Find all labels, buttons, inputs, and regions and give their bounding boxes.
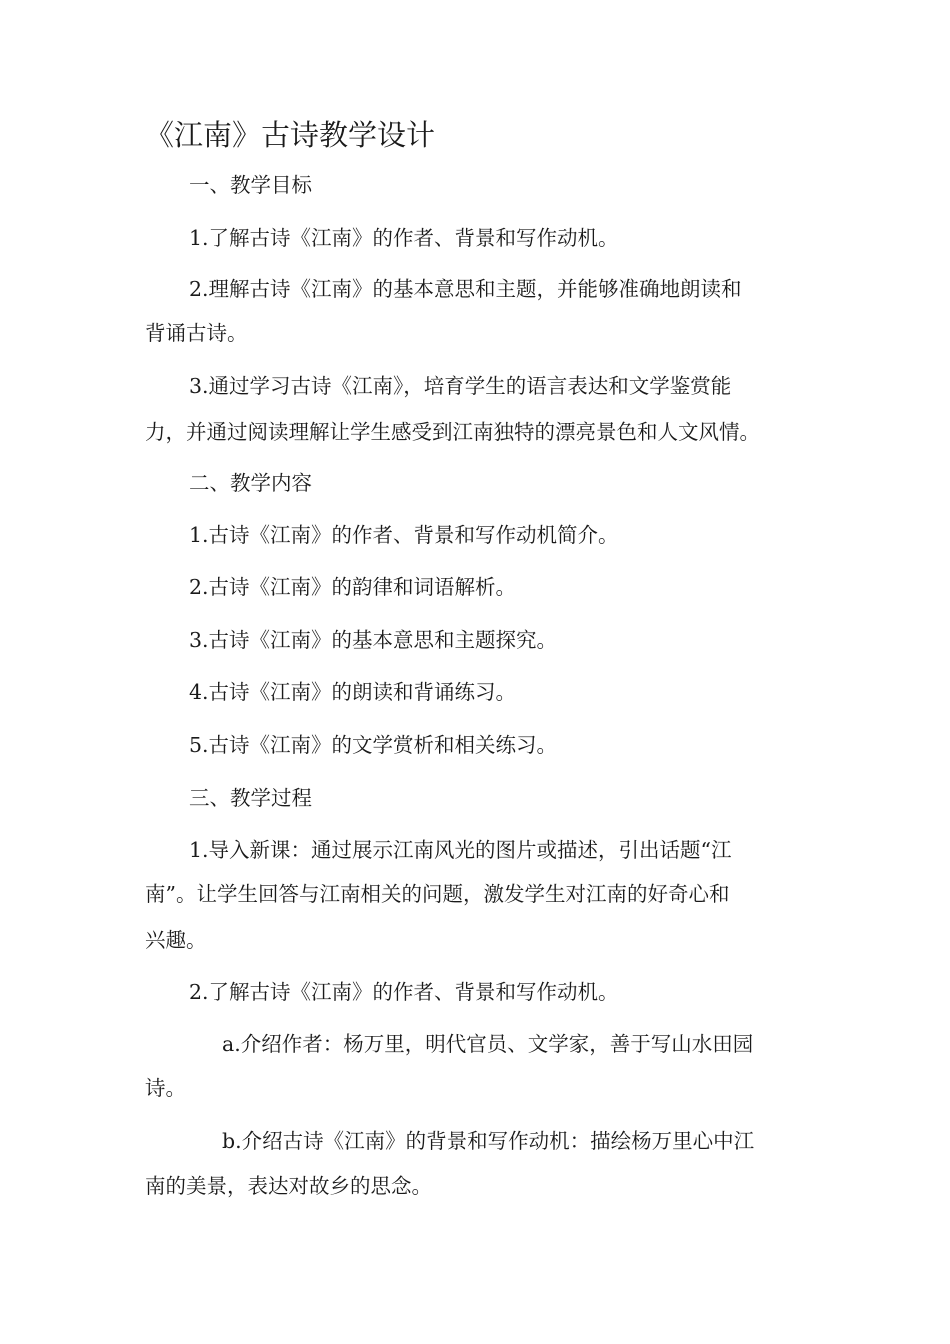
process-item-1-line-2: 南”。让学生回答与江南相关的问题，激发学生对江南的好奇心和 [145,882,730,906]
process-sub-b-line-1: b.介绍古诗《江南》的背景和写作动机：描绘杨万里心中江 [222,1129,755,1153]
objective-item-1: 1.了解古诗《江南》的作者、背景和写作动机。 [189,226,619,250]
process-item-2: 2.了解古诗《江南》的作者、背景和写作动机。 [189,980,619,1004]
process-sub-a-line-2: 诗。 [145,1076,186,1100]
content-item-4: 4.古诗《江南》的朗读和背诵练习。 [189,680,517,704]
section-heading-content: 二、教学内容 [189,471,312,495]
section-heading-process: 三、教学过程 [189,786,312,810]
objective-item-2-line-1: 2.理解古诗《江南》的基本意思和主题，并能够准确地朗读和 [189,277,742,301]
content-item-5: 5.古诗《江南》的文学赏析和相关练习。 [189,733,558,757]
process-sub-a-line-1: a.介绍作者：杨万里，明代官员、文学家，善于写山水田园 [222,1032,754,1056]
document-title: 《江南》古诗教学设计 [145,118,436,152]
content-item-2: 2.古诗《江南》的韵律和词语解析。 [189,575,517,599]
process-item-1-line-1: 1.导入新课：通过展示江南风光的图片或描述，引出话题“江 [189,838,732,862]
process-item-1-line-3: 兴趣。 [145,928,207,952]
content-item-3: 3.古诗《江南》的基本意思和主题探究。 [189,628,558,652]
process-sub-b-line-2: 南的美景，表达对故乡的思念。 [145,1174,432,1198]
objective-item-3-line-1: 3.通过学习古诗《江南》，培育学生的语言表达和文学鉴赏能 [189,374,732,398]
objective-item-2-line-2: 背诵古诗。 [145,321,248,345]
content-item-1: 1.古诗《江南》的作者、背景和写作动机简介。 [189,523,619,547]
objective-item-3-line-2: 力，并通过阅读理解让学生感受到江南独特的漂亮景色和人文风情。 [145,420,760,444]
section-heading-objectives: 一、教学目标 [189,173,312,197]
